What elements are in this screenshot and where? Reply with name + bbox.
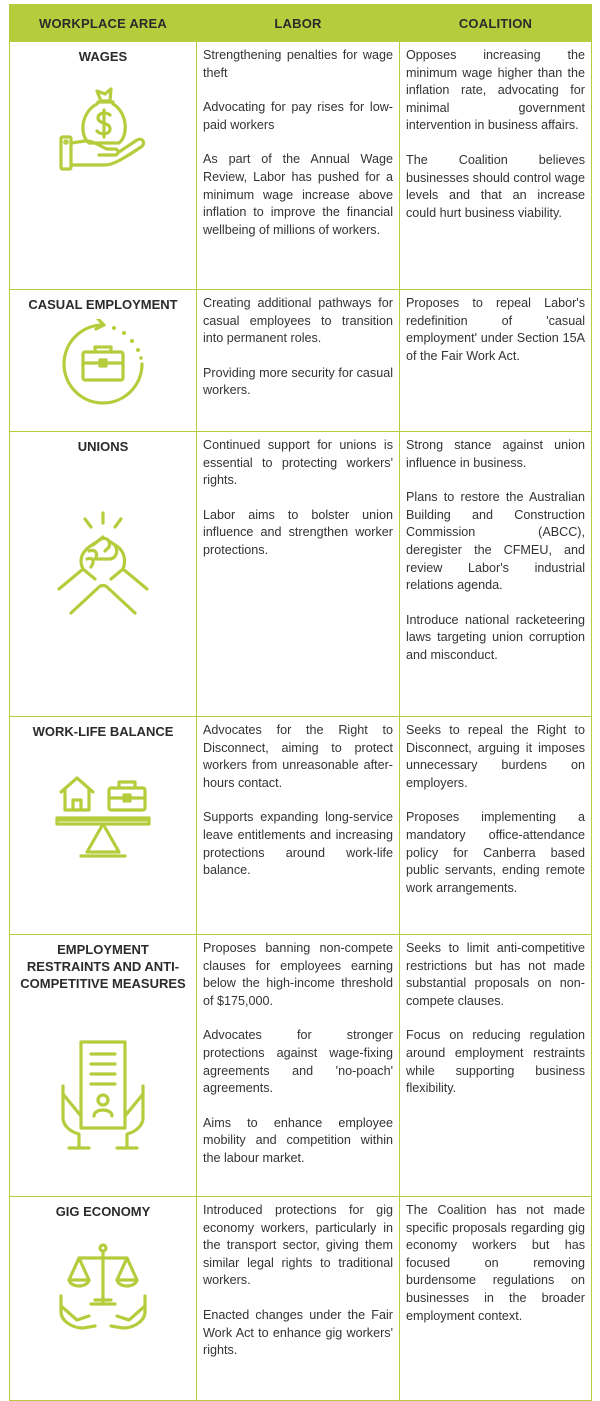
coalition-point: The Coalition believes businesses should control wage levels and that an increase could hurt business viability. bbox=[406, 152, 585, 220]
coalition-point: Plans to restore the Australian Building and Construction Commission (ABCC), deregister the CFMEU, and review Labor's industrial relations agenda. bbox=[406, 490, 585, 593]
header-row bbox=[10, 5, 592, 42]
labor-cell bbox=[197, 935, 400, 1197]
labor-cell bbox=[197, 290, 400, 432]
money-bag-hand-icon bbox=[53, 79, 153, 179]
area-cell bbox=[10, 290, 197, 432]
labor-cell bbox=[197, 42, 400, 290]
coalition-cell bbox=[400, 1197, 592, 1401]
coalition-point: Seeks to repeal the Right to Disconnect, arguing it imposes unnecessary burdens on employers. bbox=[406, 723, 585, 790]
coalition-point: Introduce national racketeering laws targeting union corruption and misconduct. bbox=[406, 612, 585, 662]
coalition-point: Proposes to repeal Labor's redefinition of 'casual employment' under Section 15A of the Fair Work Act. bbox=[406, 296, 585, 363]
labor-point: Creating additional pathways for casual employees to transition into permanent roles. bbox=[203, 296, 393, 346]
coalition-cell bbox=[400, 290, 592, 432]
labor-point: Aims to enhance employee mobility and competition within the labour market. bbox=[203, 1115, 393, 1165]
labor-cell bbox=[197, 717, 400, 935]
comparison-table-wrapper bbox=[9, 4, 591, 1401]
table-row bbox=[10, 432, 592, 717]
labor-point: Advocating for pay rises for low-paid workers bbox=[203, 100, 393, 132]
area-cell bbox=[10, 717, 197, 935]
labor-point: Supports expanding long-service leave entitlements and increasing protections around work-life balance. bbox=[203, 810, 393, 878]
labor-point: Providing more security for casual workers. bbox=[203, 365, 393, 398]
area-title: CASUAL EMPLOYMENT bbox=[28, 297, 178, 312]
coalition-cell bbox=[400, 935, 592, 1197]
area-title: EMPLOYMENT RESTRAINTS AND ANTI-COMPETITIVE MEASURES bbox=[20, 942, 186, 991]
policy-comparison-table bbox=[9, 4, 592, 1401]
coalition-point: Seeks to limit anti-competitive restrictions but has not made substantial proposals on non-compete clauses. bbox=[406, 941, 585, 1008]
labor-point: Proposes banning non-compete clauses for employees earning below the high-income threshold of $175,000. bbox=[203, 941, 393, 1008]
table-row bbox=[10, 290, 592, 432]
table-row bbox=[10, 717, 592, 935]
labor-point: Advocates for the Right to Disconnect, aiming to protect workers from unreasonable after-hours contact. bbox=[203, 723, 393, 790]
header-workplace-area: WORKPLACE AREA bbox=[10, 5, 197, 42]
labor-point: Strengthening penalties for wage theft bbox=[203, 48, 393, 80]
area-cell bbox=[10, 432, 197, 717]
area-title: GIG ECONOMY bbox=[55, 1204, 151, 1219]
table-row bbox=[10, 1197, 592, 1401]
justice-scale-hands-icon bbox=[55, 1240, 151, 1340]
labor-point: Labor aims to bolster union influence and strengthen worker protections. bbox=[203, 507, 393, 557]
area-cell bbox=[10, 935, 197, 1197]
area-cell bbox=[10, 42, 197, 290]
coalition-point: Strong stance against union influence in business. bbox=[406, 438, 585, 470]
area-title: WAGES bbox=[78, 49, 128, 64]
labor-cell bbox=[197, 432, 400, 717]
area-title: WORK-LIFE BALANCE bbox=[32, 724, 174, 739]
coalition-point: Proposes implementing a mandatory office-attendance policy for Canberra based public servants, ending remote work arrangements. bbox=[406, 810, 585, 895]
arm-wrestle-handshake-icon bbox=[53, 509, 153, 619]
briefcase-cycle-icon bbox=[58, 319, 148, 409]
labor-point: Introduced protections for gig economy workers, particularly in the transport sector, giving them similar legal rights to traditional workers. bbox=[203, 1203, 393, 1288]
coalition-cell bbox=[400, 42, 592, 290]
coalition-point: The Coalition has not made specific proposals regarding gig economy workers but has focused on removing burdensome regulations on businesses in the broader employment context. bbox=[406, 1203, 585, 1323]
coalition-cell bbox=[400, 432, 592, 717]
home-work-scale-icon bbox=[53, 768, 153, 868]
area-title: UNIONS bbox=[77, 439, 129, 454]
coalition-cell bbox=[400, 717, 592, 935]
area-cell bbox=[10, 1197, 197, 1401]
labor-point: Enacted changes under the Fair Work Act to enhance gig workers' rights. bbox=[203, 1307, 393, 1358]
table-row bbox=[10, 935, 592, 1197]
header-coalition: COALITION bbox=[400, 5, 592, 42]
contract-document-hands-icon bbox=[53, 1036, 153, 1156]
labor-point: Advocates for stronger protections against wage-fixing agreements and 'no-poach' agreements. bbox=[203, 1028, 393, 1096]
labor-point: As part of the Annual Wage Review, Labor has pushed for a minimum wage increase above inflation to improve the financial wellbeing of millions of workers. bbox=[203, 152, 393, 237]
coalition-point: Focus on reducing regulation around employment restraints while supporting business flexibility. bbox=[406, 1028, 585, 1096]
coalition-point: Opposes increasing the minimum wage higher than the inflation rate, advocating for minimal government intervention in business affairs. bbox=[406, 48, 585, 133]
table-row bbox=[10, 42, 592, 290]
header-labor: LABOR bbox=[197, 5, 400, 42]
labor-cell bbox=[197, 1197, 400, 1401]
labor-point: Continued support for unions is essential to protecting workers' rights. bbox=[203, 438, 393, 488]
